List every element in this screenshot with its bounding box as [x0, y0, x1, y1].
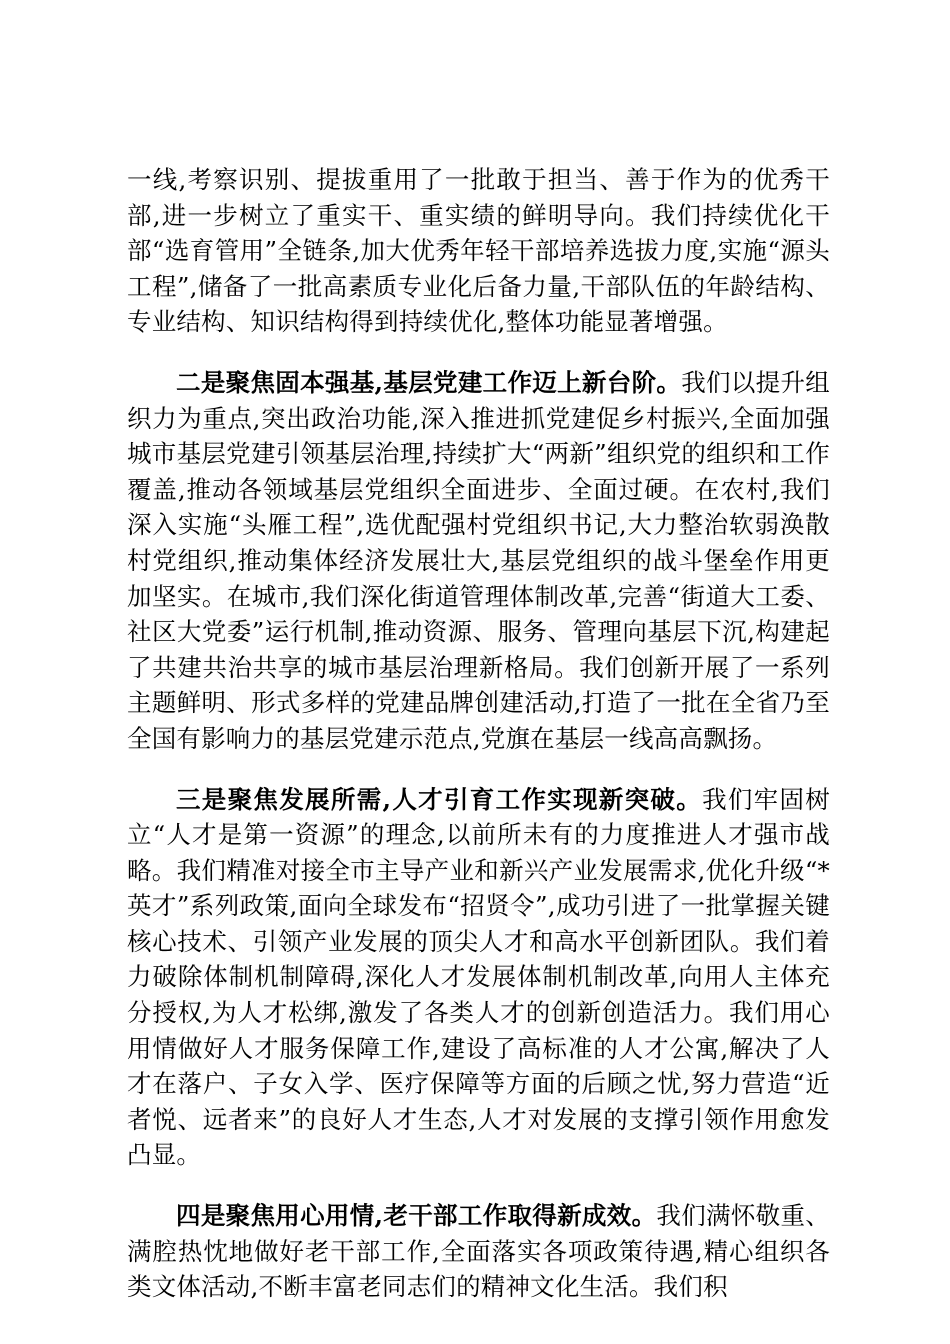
paragraph-body: 我们满怀敬重、满腔热忱地做好老干部工作,全面落实各项政策待遇,精心组织各类文体活动,不断丰富老同志们的精神文化生活。我们积	[127, 1201, 830, 1302]
paragraph-body: 我们牢固树立“人才是第一资源”的理念,以前所未有的力度推进人才强市战略。我们精准对接全市主导产业和新兴产业发展需求,优化升级“*英才”系列政策,面向全球发布“招贤令”,成功引进了一批掌握关键核心技术、引领产业发展的顶尖人才和高水平创新团队。我们着力破除体制机制障碍,深化人才发展体制机制改革,向用人主体充分授权,为人才松绑,激发了各类人才的创新创造活力。我们用心用情做好人才服务保障工作,建设了高标准的人才公寓,解决了人才在落户、子女入学、医疗保障等方面的后顾之忧,努力营造“近者悦、远者来”的良好人才生态,人才对发展的支撑引领作用愈发凸显。	[127, 784, 831, 1170]
paragraph-veteran-cadres	[127, 1198, 830, 1305]
paragraph-lead-heading: 二是聚焦固本强基,基层党建工作迈上新台阶。	[176, 367, 682, 397]
paragraph-grassroots-party-building	[127, 365, 830, 757]
paragraph-lead-heading: 四是聚焦用心用情,老干部工作取得新成效。	[176, 1201, 657, 1231]
paragraph-lead-heading: 三是聚焦发展所需,人才引育工作实现新突破。	[176, 784, 703, 814]
paragraph-talent-recruitment	[127, 782, 830, 1174]
paragraph-body: 我们以提升组织力为重点,突出政治功能,深入推进抓党建促乡村振兴,全面加强城市基层党建引领基层治理,持续扩大“两新”组织党的组织和工作覆盖,推动各领域基层党组织全面进步、全面过硬。在农村,我们深入实施“头雁工程”,选优配强村党组织书记,大力整治软弱涣散村党组织,推动集体经济发展壮大,基层党组织的战斗堡垒作用更加坚实。在城市,我们深化街道管理体制改革,完善“街道大工委、社区大党委”运行机制,推动资源、服务、管理向基层下沉,构建起了共建共治共享的城市基层治理新格局。我们创新开展了一系列主题鲜明、形式多样的党建品牌创建活动,打造了一批在全省乃至全国有影响力的基层党建示范点,党旗在基层一线高高飘扬。	[127, 367, 830, 753]
paragraph-cadre-team	[127, 162, 830, 340]
document-page	[127, 162, 830, 1305]
paragraph-body: 一线,考察识别、提拔重用了一批敢于担当、善于作为的优秀干部,进一步树立了重实干、重实绩的鲜明导向。我们持续优化干部“选育管用”全链条,加大优秀年轻干部培养选拔力度,实施“源头工程”,储备了一批高素质专业化后备力量,干部队伍的年龄结构、专业结构、知识结构得到持续优化,整体功能显著增强。	[127, 165, 830, 337]
